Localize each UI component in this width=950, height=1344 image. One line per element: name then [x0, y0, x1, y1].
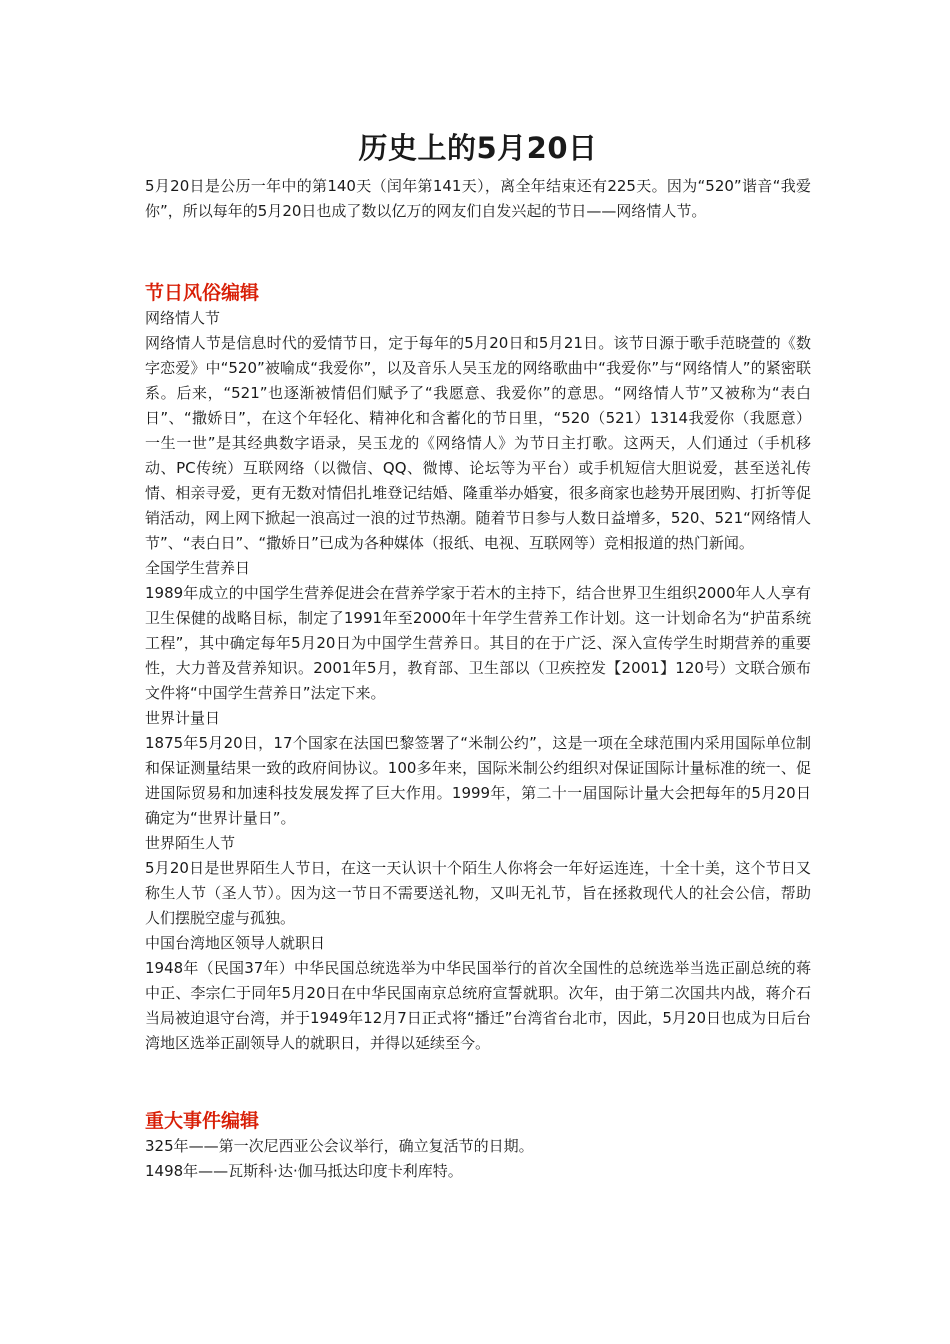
- event-item: 325年——第一次尼西亚公会议举行，确立复活节的日期。: [145, 1137, 534, 1155]
- custom-title: 世界计量日: [145, 709, 221, 727]
- customs-item: [145, 931, 811, 1056]
- section-heading-customs: 节日风俗编辑: [145, 282, 260, 304]
- intro-paragraph: 5月20日是公历一年中的第140天（闰年第141天），离全年结束还有225天。因为“520”谐音“我爱你”，所以每年的5月20日也成了数以亿万的网友们自发兴起的节日——网络情人节。: [145, 177, 811, 220]
- document-page: [145, 128, 811, 1184]
- customs-item: [145, 706, 811, 831]
- custom-body: 1989年成立的中国学生营养促进会在营养学家于若木的主持下，结合世界卫生组织2000年人人享有卫生保健的战略目标，制定了1991年至2000年十年学生营养工作计划。这一计划命名为“护苗系统工程”，其中确定每年5月20日为中国学生营养日。其目的在于广泛、深入宣传学生时期营养的重要性，大力普及营养知识。2001年5月，教育部、卫生部以（卫疾控发【2001】120号）文联合颁布文件将“中国学生营养日”法定下来。: [145, 584, 811, 702]
- custom-body: 网络情人节是信息时代的爱情节日，定于每年的5月20日和5月21日。该节日源于歌手范晓萱的《数字恋爱》中“520”被喻成“我爱你”，以及音乐人吴玉龙的网络歌曲中“我爱你”与“网络情人”的紧密联系。后来，“521”也逐渐被情侣们赋予了“我愿意、我爱你”的意思。“网络情人节”又被称为“表白日”、“撒娇日”，在这个年轻化、精神化和含蓄化的节日里，“520（521）1314我爱你（我愿意）一生一世”是其经典数字语录，吴玉龙的《网络情人》为节日主打歌。这两天，人们通过（手机移动、PC传统）互联网络（以微信、QQ、微博、论坛等为平台）或手机短信大胆说爱，甚至送礼传情、相亲寻爱，更有无数对情侣扎堆登记结婚、隆重举办婚宴，很多商家也趁势开展团购、打折等促销活动，网上网下掀起一浪高过一浪的过节热潮。随着节日参与人数日益增多，520、521“网络情人节”、“表白日”、“撒娇日”已成为各种媒体（报纸、电视、互联网等）竞相报道的热门新闻。: [145, 334, 811, 552]
- custom-title: 世界陌生人节: [145, 834, 236, 852]
- custom-title: 网络情人节: [145, 309, 221, 327]
- custom-body: 1948年（民国37年）中华民国总统选举为中华民国举行的首次全国性的总统选举当选正副总统的蒋中正、李宗仁于同年5月20日在中华民国南京总统府宣誓就职。次年，由于第二次国共内战，蒋介石当局被迫退守台湾，并于1949年12月7日正式将“播迁”台湾省台北市，因此，5月20日也成为日后台湾地区选举正副领导人的就职日，并得以延续至今。: [145, 959, 811, 1052]
- custom-body: 1875年5月20日，17个国家在法国巴黎签署了“米制公约”，这是一项在全球范围内采用国际单位制和保证测量结果一致的政府间协议。100多年来，国际米制公约组织对保证国际计量标准的统一、促进国际贸易和加速科技发展发挥了巨大作用。1999年，第二十一届国际计量大会把每年的5月20日确定为“世界计量日”。: [145, 734, 811, 827]
- document-title: 历史上的5月20日: [358, 131, 598, 165]
- event-item: 1498年——瓦斯科·达·伽马抵达印度卡利库特。: [145, 1162, 463, 1180]
- custom-body: 5月20日是世界陌生人节日，在这一天认识十个陌生人你将会一年好运连连，十全十美，这个节日又称生人节（圣人节）。因为这一节日不需要送礼物，又叫无礼节，旨在拯救现代人的社会公信，帮助人们摆脱空虚与孤独。: [145, 859, 811, 927]
- custom-title: 中国台湾地区领导人就职日: [145, 934, 326, 952]
- customs-item: [145, 556, 811, 706]
- custom-title: 全国学生营养日: [145, 559, 251, 577]
- section-heading-events: 重大事件编辑: [145, 1110, 260, 1132]
- customs-item: [145, 306, 811, 556]
- customs-item: [145, 831, 811, 931]
